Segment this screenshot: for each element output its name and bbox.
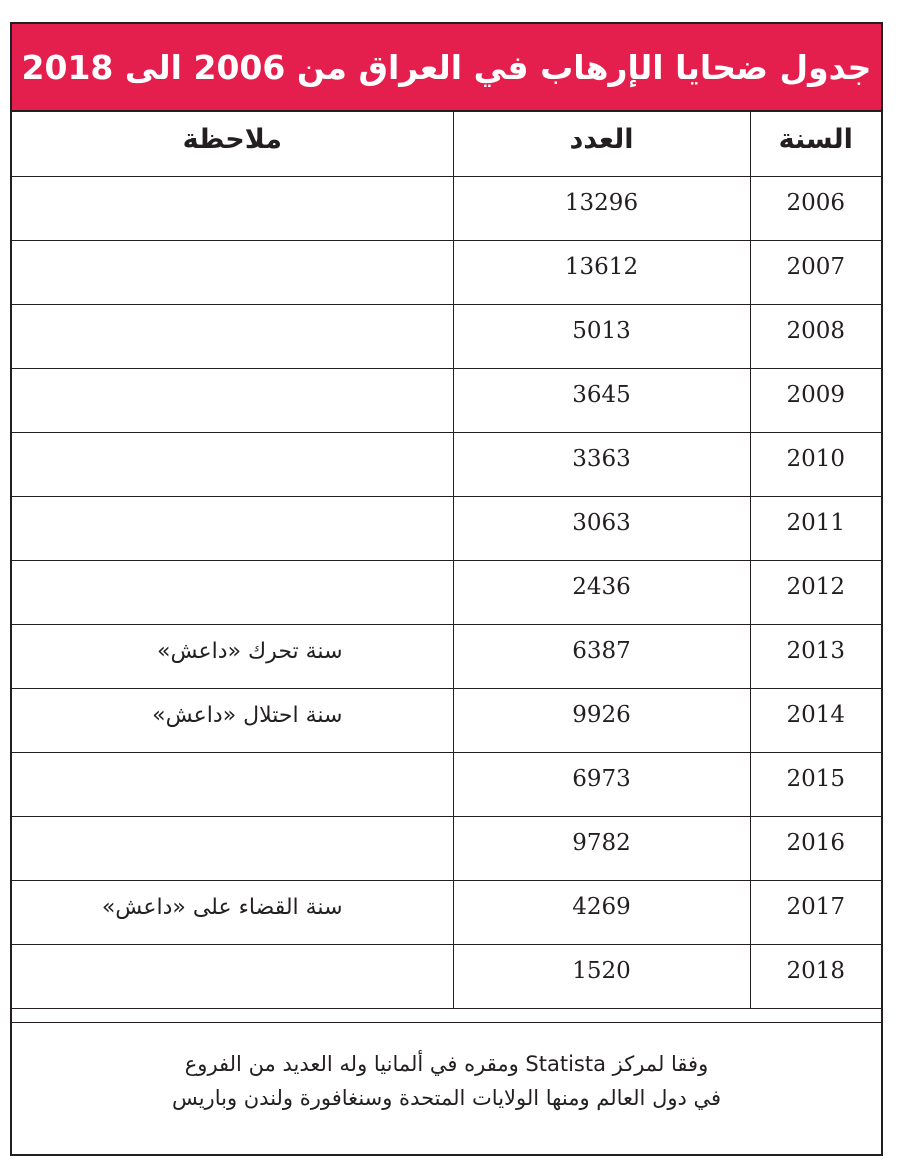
cell-count: 13612 <box>453 240 750 304</box>
table-row <box>12 432 881 496</box>
cell-year: 2006 <box>750 176 881 240</box>
cell-note: سنة تحرك «داعش» <box>12 624 453 688</box>
cell-count: 3363 <box>453 432 750 496</box>
cell-count: 2436 <box>453 560 750 624</box>
casualties-table-card <box>10 22 883 1156</box>
table-title: جدول ضحايا الإرهاب في العراق من 2006 الى 2018 <box>21 47 872 87</box>
cell-year: 2014 <box>750 688 881 752</box>
cell-year: 2010 <box>750 432 881 496</box>
source-note <box>12 1022 881 1154</box>
cell-year: 2011 <box>750 496 881 560</box>
cell-count: 9926 <box>453 688 750 752</box>
cell-year: 2013 <box>750 624 881 688</box>
table-row <box>12 560 881 624</box>
cell-note <box>12 304 453 368</box>
cell-year: 2015 <box>750 752 881 816</box>
cell-year: 2008 <box>750 304 881 368</box>
header-count: العدد <box>453 112 750 176</box>
table-row <box>12 752 881 816</box>
cell-count: 6973 <box>453 752 750 816</box>
cell-year: 2007 <box>750 240 881 304</box>
cell-note <box>12 816 453 880</box>
table-row <box>12 880 881 944</box>
table-row <box>12 944 881 1008</box>
title-bar <box>12 24 881 112</box>
table-row <box>12 304 881 368</box>
cell-count: 3063 <box>453 496 750 560</box>
cell-year: 2009 <box>750 368 881 432</box>
table-row <box>12 624 881 688</box>
cell-note <box>12 368 453 432</box>
cell-count: 1520 <box>453 944 750 1008</box>
cell-count: 6387 <box>453 624 750 688</box>
cell-count: 4269 <box>453 880 750 944</box>
cell-year: 2012 <box>750 560 881 624</box>
source-note-line-2: في دول العالم ومنها الولايات المتحدة وسنغافورة ولندن وباريس <box>171 1086 722 1110</box>
header-note: ملاحظة <box>12 112 453 176</box>
casualties-table <box>12 112 881 1009</box>
table-row <box>12 176 881 240</box>
cell-note <box>12 496 453 560</box>
cell-count: 5013 <box>453 304 750 368</box>
cell-count: 9782 <box>453 816 750 880</box>
cell-note <box>12 240 453 304</box>
cell-note <box>12 752 453 816</box>
source-note-line-1: وفقا لمركز Statista ومقره في ألمانيا وله العديد من الفروع <box>184 1052 709 1076</box>
cell-note <box>12 944 453 1008</box>
cell-year: 2018 <box>750 944 881 1008</box>
cell-note <box>12 560 453 624</box>
cell-count: 3645 <box>453 368 750 432</box>
cell-note: سنة القضاء على «داعش» <box>12 880 453 944</box>
cell-note <box>12 176 453 240</box>
table-row <box>12 688 881 752</box>
cell-year: 2016 <box>750 816 881 880</box>
table-row <box>12 816 881 880</box>
cell-year: 2017 <box>750 880 881 944</box>
cell-note: سنة احتلال «داعش» <box>12 688 453 752</box>
table-row <box>12 496 881 560</box>
cell-count: 13296 <box>453 176 750 240</box>
header-year: السنة <box>750 112 881 176</box>
table-body <box>12 176 881 1008</box>
table-row <box>12 368 881 432</box>
header-row <box>12 112 881 176</box>
cell-note <box>12 432 453 496</box>
table-row <box>12 240 881 304</box>
